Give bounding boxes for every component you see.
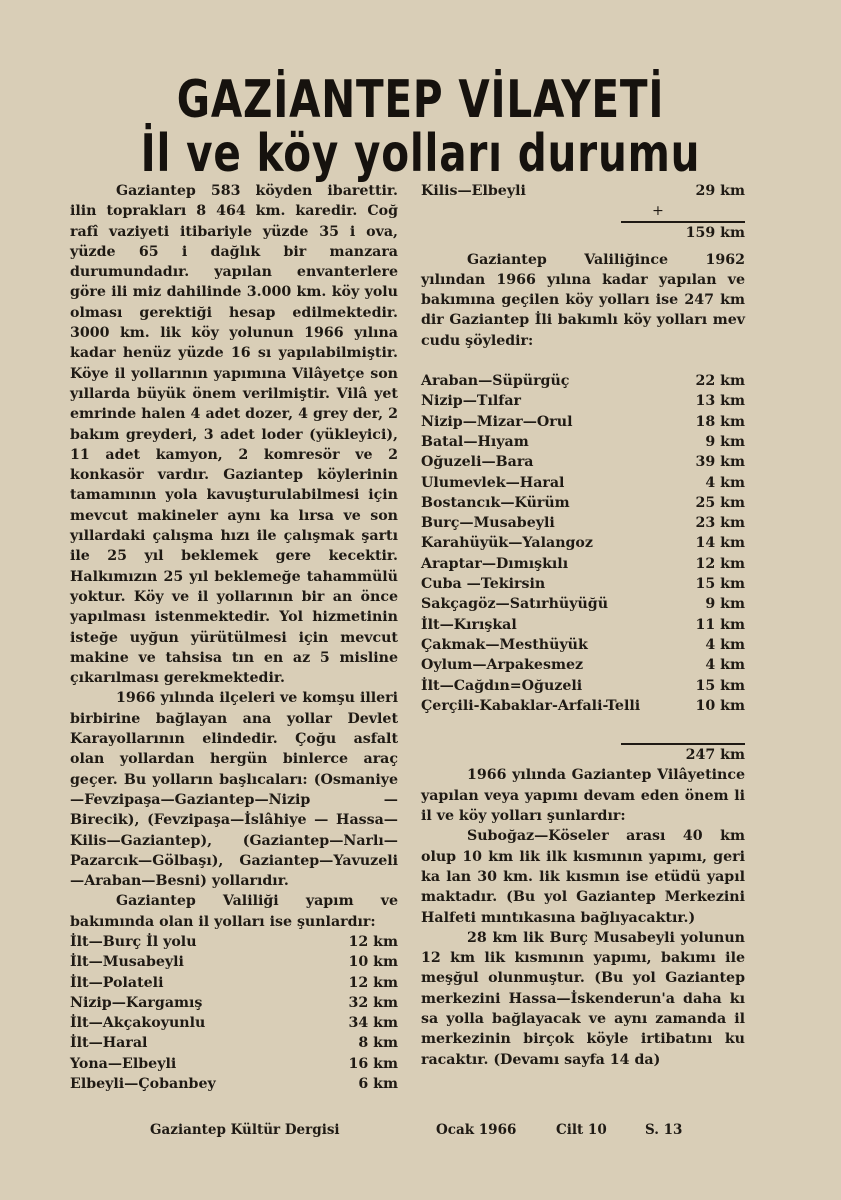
footer-magazine: Gaziantep Kültür Dergisi (150, 1122, 340, 1138)
road-name: İlt—Haral (70, 1035, 148, 1052)
province-roads-intro: Gaziantep Valiliği yapım ve bakımında olan il yolları ise şunlardır: (70, 893, 398, 930)
road-row (421, 371, 745, 391)
road-length: 14 km (695, 535, 745, 552)
footer-date: Ocak 1966 (436, 1122, 517, 1138)
road-name: Oylum—Arpakesmez (421, 657, 584, 674)
road-row (421, 655, 745, 675)
road-row (70, 973, 398, 993)
road-name: Araban—Süpürgüç (421, 373, 570, 390)
road-length: 6 km (358, 1076, 398, 1093)
intro-paragraph: Gaziantep 583 köyden ibarettir. ilin toprakları 8 464 km. karedir. Coğ rafî vaziyeti itibariyle yüzde 35 i ova, yüzde 65 i dağlık bir manzara durumundadır. yapılan envanterlere göre ili miz dahilinde 3.000 km. köy yolu olması gerektiği hesap edilmektedir. 3000 km. lik köy yolunun 1966 yılına kadar henüz yüzde 16 sı yapılabilmiştir. Köye il yollarının yapımına Vilâyetçe son yıllarda büyük önem verilmiştir. Vilâ yet emrinde halen 4 adet dozer, 4 grey der, 2 bakım greyderi, 3 adet loder (yükleyici), 11 adet kamyon, 2 komresör ve 2 konkasör vardır. Gaziantep köylerinin tamamının yola kavuşturulabilmesi için mevcut makineler aynı ka lırsa ve son yıllardaki çalışma hızı ile çalışmak şartı ile 25 yıl beklemek gere kecektir. Halkımızın 25 yıl beklemeğe tahammülü yoktur. Köy ve il yollarının bir an önce yapılması istenmektedir. Yol hizmetinin isteğe uyğun yürütülmesi için mevcut makine ve tahsisa tın en az 5 misline çıkarılması gerekmektedir. (70, 183, 398, 687)
road-row (421, 493, 745, 513)
burç-paragraph: 28 km lik Burç Musabeyli yolunun 12 km lik kısmının yapımı, bakımı ile meşğul olunmuştur. (Bu yol Gaziantep merkezini Hassa—İskenderun'a daha kı sa yolla bağlayacak ve aynı zamanda il merkezinin birçok köyle irtibatını ku racaktır. (Devamı sayfa 14 da) (421, 929, 745, 1068)
village-roads-intro: Gaziantep Valiliğince 1962 yılından 1966 yılına kadar yapılan ve bakımına geçilen köy yolları ise 247 km dir Gaziantep İli bakımlı köy yolları mev cudu şöyledir: (421, 251, 745, 349)
footer-number: S. 13 (645, 1122, 683, 1138)
road-row (421, 594, 745, 614)
road-row (421, 391, 745, 411)
road-row (421, 181, 745, 201)
road-row (421, 635, 745, 655)
suboğaz-paragraph: Suboğaz—Köseler arası 40 km olup 10 km lik ilk kısmının yapımı, geri ka lan 30 km. lik kısmın ise etüdü yapıl maktadır. (Bu yol Gaziantep Merkezini Halfeti mıntıkasına bağlıyacaktır.) (421, 828, 745, 926)
plus-sign: + (652, 203, 664, 220)
road-length: 4 km (705, 636, 745, 653)
footer-volume: Cilt 10 (556, 1122, 607, 1138)
road-row (421, 533, 745, 553)
road-name: Nizip—Kargamış (70, 994, 203, 1011)
road-name: İlt—Cağdın=Oğuzeli (421, 677, 583, 694)
total-second: 247 km (685, 747, 745, 764)
total-first: 159 km (685, 225, 745, 242)
road-length: 39 km (695, 454, 745, 471)
village-roads-list (421, 371, 745, 716)
road-row (421, 473, 745, 493)
road-length: 23 km (695, 515, 745, 532)
road-name: İlt—Burç İl yolu (70, 933, 197, 950)
road-length: 29 km (695, 183, 745, 199)
road-length: 16 km (348, 1055, 398, 1072)
road-name: Yona—Elbeyli (70, 1055, 177, 1072)
road-row (70, 1013, 398, 1033)
road-length: 12 km (348, 933, 398, 950)
road-row (421, 696, 745, 716)
road-row (70, 993, 398, 1013)
road-row (421, 432, 745, 452)
road-length: 12 km (348, 974, 398, 991)
road-row (421, 676, 745, 696)
road-length: 18 km (695, 413, 745, 430)
road-name: Elbeyli—Çobanbey (70, 1076, 216, 1093)
road-row (70, 1033, 398, 1053)
road-row (70, 952, 398, 972)
road-name: İlt—Akçakoyunlu (70, 1015, 206, 1032)
province-roads-list (70, 932, 398, 1094)
road-name: Nizip—Tılfar (421, 393, 522, 410)
road-length: 12 km (695, 555, 745, 572)
road-row (421, 412, 745, 432)
road-row (421, 513, 745, 533)
left-column (70, 181, 398, 1094)
road-name: Sakçagöz—Satırhüyüğü (421, 596, 609, 613)
road-name: Cuba —Tekirsin (421, 576, 546, 593)
road-length: 11 km (695, 616, 745, 633)
road-name: Araptar—Dımışkılı (421, 555, 569, 572)
road-length: 25 km (695, 494, 745, 511)
road-name: İlt—Polateli (70, 974, 164, 991)
road-length: 9 km (705, 433, 745, 450)
road-name: İlt—Kırışkal (421, 616, 517, 633)
road-length: 32 km (348, 994, 398, 1011)
road-length: 10 km (348, 954, 398, 971)
road-length: 15 km (695, 677, 745, 694)
road-row (70, 1054, 398, 1074)
road-name: İlt—Musabeyli (70, 954, 184, 971)
road-length: 9 km (705, 596, 745, 613)
road-row (421, 452, 745, 472)
road-name: Kilis—Elbeyli (421, 183, 526, 199)
road-name: Batal—Hıyam (421, 433, 529, 450)
highways-paragraph: 1966 yılında ilçeleri ve komşu illeri birbirine bağlayan ana yollar Devlet Karayollarının elindedir. Çoğu asfalt olan yollardan hergün binlerce araç geçer. Bu yolların başlıcaları: (Osmaniye—Fevzipaşa—Gaziantep—Nizip — Birecik), (Fevzipaşa—İslâhiye — Hassa— Kilis—Gaziantep), (Gaziantep—Narlı— Pazarcık—Gölbaşı), Gaziantep—Yavuzeli —Araban—Besni) yollarıdır. (70, 690, 398, 890)
page-title: GAZİANTEP VİLAYETİ (176, 70, 665, 130)
road-length: 15 km (695, 576, 745, 593)
road-name: Karahüyük—Yalangoz (421, 535, 593, 552)
road-name: Burç—Musabeyli (421, 515, 555, 532)
road-row (421, 615, 745, 635)
right-column (421, 181, 745, 1070)
road-length: 22 km (695, 373, 745, 390)
road-name: Nizip—Mizar—Orul (421, 413, 573, 430)
road-length: 13 km (695, 393, 745, 410)
road-length: 4 km (705, 474, 745, 491)
road-name: Bostancık—Kürüm (421, 494, 570, 511)
road-row (70, 1074, 398, 1094)
road-row (421, 574, 745, 594)
road-name: Ulumevlek—Haral (421, 474, 565, 491)
road-row (70, 932, 398, 952)
page-subtitle: İl ve köy yolları durumu (140, 124, 701, 184)
road-length: 34 km (348, 1015, 398, 1032)
road-name: Çakmak—Mesthüyük (421, 636, 588, 653)
road-length: 10 km (695, 697, 745, 714)
road-length: 8 km (358, 1035, 398, 1052)
road-length: 4 km (705, 657, 745, 674)
road-name: Çerçili-Kabaklar-Arfali-Telli (421, 697, 641, 714)
roads-1966-paragraph: 1966 yılında Gaziantep Vilâyetince yapılan veya yapımı devam eden önem li il ve köy yolları şunlardır: (421, 767, 745, 825)
road-name: Oğuzeli—Bara (421, 454, 534, 471)
road-row (421, 554, 745, 574)
